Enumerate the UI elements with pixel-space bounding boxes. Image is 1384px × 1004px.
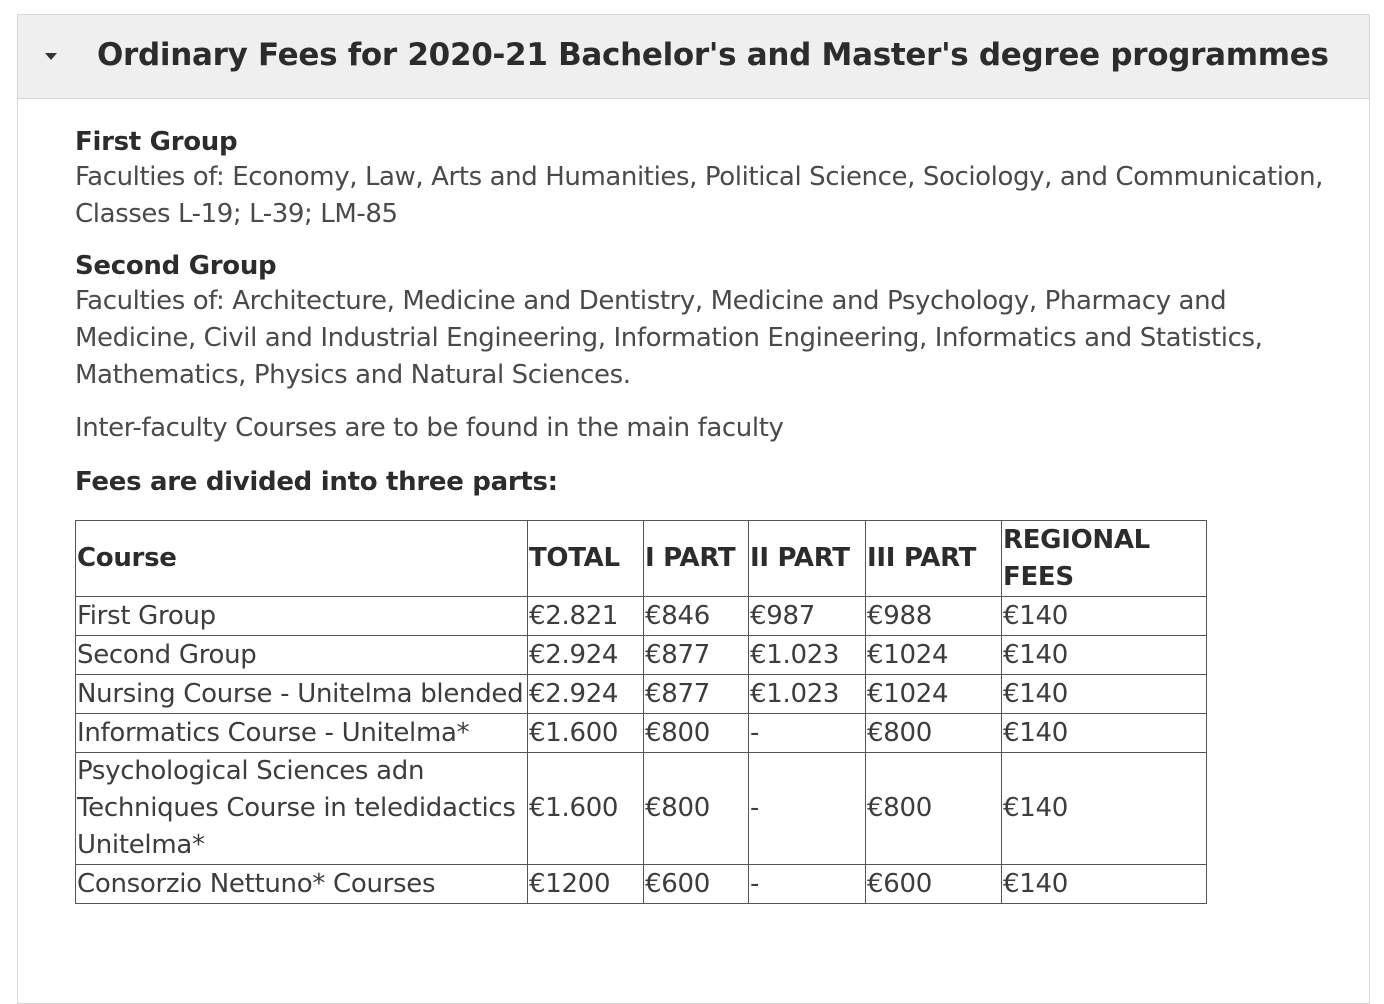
first-group-block <box>75 125 1325 233</box>
cell-part-3: €1024 <box>866 636 1002 675</box>
cell-course: First Group <box>76 597 528 636</box>
cell-part-3: €800 <box>866 714 1002 753</box>
table-row <box>76 597 1207 636</box>
column-header-part-3: III PART <box>866 521 1002 597</box>
cell-course: Informatics Course - Unitelma* <box>76 714 528 753</box>
fees-panel <box>17 14 1370 1004</box>
fees-table <box>75 520 1207 904</box>
cell-regional-fees: €140 <box>1002 597 1207 636</box>
cell-part-2: - <box>749 865 866 904</box>
first-group-title: First Group <box>75 127 238 157</box>
first-group-description: Faculties of: Economy, Law, Arts and Humanities, Political Science, Sociology, and Communication, Classes L-19; L-39; LM-85 <box>75 162 1324 229</box>
cell-total: €2.924 <box>528 636 644 675</box>
fees-heading: Fees are divided into three parts: <box>75 467 558 497</box>
panel-content <box>75 125 1325 904</box>
inter-faculty-note: Inter-faculty Courses are to be found in the main faculty <box>75 413 784 443</box>
column-header-part-1: I PART <box>644 521 749 597</box>
cell-part-3: €988 <box>866 597 1002 636</box>
cell-part-2: - <box>749 753 866 865</box>
table-row <box>76 865 1207 904</box>
cell-course: Psychological Sciences adn Techniques Course in teledidactics Unitelma* <box>76 753 528 865</box>
cell-part-1: €800 <box>644 753 749 865</box>
table-header-row <box>76 521 1207 597</box>
table-row <box>76 753 1207 865</box>
column-header-course: Course <box>76 521 528 597</box>
second-group-block <box>75 249 1325 394</box>
cell-regional-fees: €140 <box>1002 714 1207 753</box>
panel-header[interactable] <box>18 15 1369 99</box>
cell-course: Nursing Course - Unitelma blended <box>76 675 528 714</box>
cell-part-2: €987 <box>749 597 866 636</box>
cell-part-3: €600 <box>866 865 1002 904</box>
cell-part-2: €1.023 <box>749 675 866 714</box>
cell-course: Consorzio Nettuno* Courses <box>76 865 528 904</box>
table-row <box>76 675 1207 714</box>
column-header-part-2: II PART <box>749 521 866 597</box>
panel-title[interactable]: Ordinary Fees for 2020-21 Bachelor's and Master's degree programmes <box>97 37 1329 73</box>
table-row <box>76 714 1207 753</box>
cell-part-1: €600 <box>644 865 749 904</box>
cell-course: Second Group <box>76 636 528 675</box>
column-header-total: TOTAL <box>528 521 644 597</box>
cell-total: €1.600 <box>528 753 644 865</box>
cell-part-1: €877 <box>644 675 749 714</box>
cell-regional-fees: €140 <box>1002 675 1207 714</box>
cell-total: €1200 <box>528 865 644 904</box>
cell-part-2: - <box>749 714 866 753</box>
cell-part-2: €1.023 <box>749 636 866 675</box>
cell-part-1: €877 <box>644 636 749 675</box>
cell-total: €1.600 <box>528 714 644 753</box>
table-row <box>76 636 1207 675</box>
cell-regional-fees: €140 <box>1002 636 1207 675</box>
caret-down-icon[interactable] <box>45 53 57 60</box>
cell-part-3: €1024 <box>866 675 1002 714</box>
second-group-title: Second Group <box>75 251 277 281</box>
column-header-regional-fees: REGIONAL FEES <box>1002 521 1207 597</box>
cell-part-1: €800 <box>644 714 749 753</box>
cell-total: €2.924 <box>528 675 644 714</box>
second-group-description: Faculties of: Architecture, Medicine and Dentistry, Medicine and Psychology, Pharmacy and Medicine, Civil and Industrial Engineering, Information Engineering, Informatics and Statistics, Mathematics, Physics and Natural Sciences. <box>75 286 1263 390</box>
cell-regional-fees: €140 <box>1002 753 1207 865</box>
cell-total: €2.821 <box>528 597 644 636</box>
cell-part-1: €846 <box>644 597 749 636</box>
cell-part-3: €800 <box>866 753 1002 865</box>
cell-regional-fees: €140 <box>1002 865 1207 904</box>
